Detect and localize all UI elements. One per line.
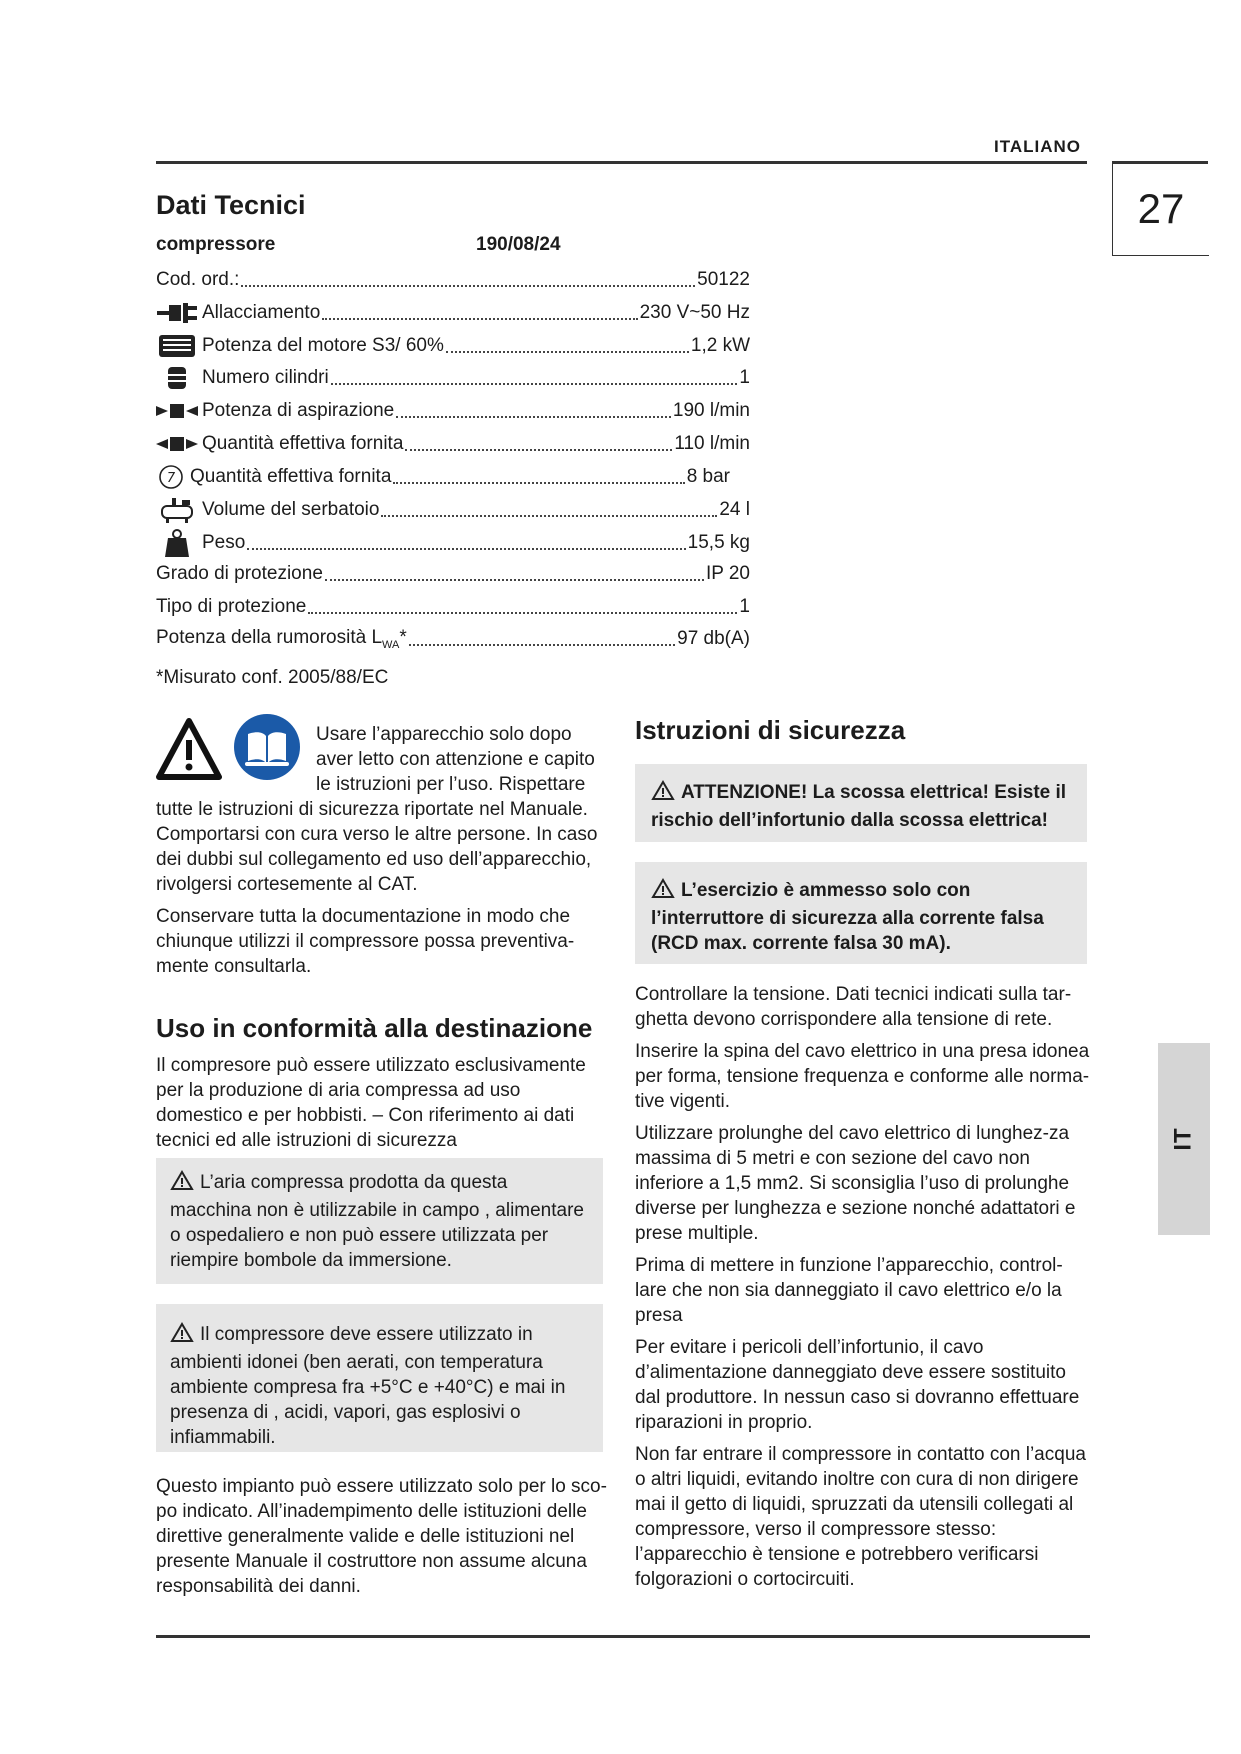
spec-label: Tipo di protezione: [156, 596, 307, 617]
spec-row: [156, 362, 750, 394]
tank-icon: [156, 496, 198, 524]
spec-label: Potenza di aspirazione: [202, 400, 395, 421]
warning-box: ATTENZIONE! La scossa elettrica! Esiste il rischio dell’infortunio dalla scossa elettrica!: [635, 764, 1087, 842]
spec-value: 1: [739, 367, 750, 388]
spec-value: IP 20: [705, 563, 750, 584]
warning-box: Il compressore deve essere utilizzato in ambienti idonei (ben aerati, con temperatura ambiente compresa fra +5°C e +40°C) e mai in presenza di , acidi, vapori, gas esplosivi o infiammabili.: [156, 1304, 603, 1452]
spec-label: Peso: [202, 532, 246, 553]
plug-icon: [156, 299, 198, 327]
spec-row: [156, 558, 750, 590]
spec-row: [156, 527, 750, 559]
warning-triangle-icon: [651, 780, 675, 808]
spec-row: [156, 428, 750, 460]
spec-label: Potenza della rumorosità $L_{WA}*$: [156, 627, 407, 651]
product-name: compressore: [156, 234, 276, 255]
closing-text: Questo impianto può essere utilizzato solo per lo sco-po indicato. All’inadempimento delle istituzioni delle direttive generalmente valide e delle istituzioni nel presente Manuale il costruttore non assume alcuna responsabilità dei danni.: [156, 1476, 607, 1597]
spec-value: 50122: [697, 269, 750, 290]
warning-triangle-icon: [651, 878, 675, 906]
safety-paragraph: Per evitare i pericoli dell’infortunio, il cavo d’alimentazione danneggiato deve essere sostituito dal produttore. In nessun caso si dovranno effettuare riparazioni in proprio.: [635, 1337, 1080, 1433]
spec-value: 15,5 kg: [687, 532, 750, 553]
spec-value: 1,2 kW: [690, 335, 750, 356]
intro-text: Usare l’apparecchio solo dopo aver letto con attenzione e capito le istruzioni per l’uso. Rispettare tutte le istruzioni di sicurezza riportate nel Manuale. Comportarsi con cura verso le altre persone. In caso dei dubbi sul collegamento ed uso dell’apparecchio, rivolgersi cortesemente al CAT. Conservare tutta la documentazione in modo che chiunque utilizzi il compressore possa preventiva-mente consultarla.: [156, 724, 598, 977]
warning-triangle-icon: [170, 1170, 194, 1198]
svg-text:7: 7: [166, 471, 176, 486]
safety-paragraph: Prima di mettere in funzione l’apparecchio, control-lare che non sia danneggiato il cavo elettrico e/o la presa: [635, 1255, 1063, 1326]
spec-label: Quantità effettiva fornita: [202, 433, 404, 454]
section-heading-uso: Uso in conformità alla destinazione: [156, 1013, 593, 1043]
spec-value: 97 db(A): [677, 628, 750, 649]
model-number: 190/08/24: [476, 234, 561, 255]
safety-paragraph: Controllare la tensione. Dati tecnici indicati sulla tar-ghetta devono corrispondere alla tensione di rete.: [635, 984, 1072, 1030]
spec-value: 110 l/min: [674, 433, 750, 454]
warning-box: L’aria compressa prodotta da questa macchina non è utilizzabile in campo , alimentare o ospedaliero e non può essere utilizzata per riempire bombole da immersione.: [156, 1158, 603, 1284]
spec-row: [156, 591, 750, 623]
cylinder-icon: [156, 364, 198, 392]
warning-box: L’esercizio è ammesso solo con l’interruttore di sicurezza alla corrente falsa (RCD max. corrente falsa 30 mA).: [635, 862, 1087, 964]
spec-label: Numero cilindri: [202, 367, 329, 388]
language-label: ITALIANO: [993, 137, 1081, 156]
motor-icon: [156, 332, 198, 360]
footnote: *Misurato conf. 2005/88/EC: [156, 667, 389, 688]
page-number: 27: [1112, 162, 1209, 256]
spec-label: Potenza del motore S3/ 60%: [202, 335, 444, 356]
side-tab-label: IT: [1169, 1127, 1197, 1151]
safety-paragraph: Utilizzare prolunghe del cavo elettrico di lunghez-za massima di 5 metri e con sezione del cavo non inferiore a 1,5 mm2. Si sconsiglia l’uso di prolunghe diverse per lunghezza e sezione nonché adattatori e prese multiple.: [635, 1123, 1076, 1244]
spec-value: 230 V~50 Hz: [639, 302, 750, 323]
spec-value: 24 l: [719, 499, 750, 520]
weight-icon: [156, 529, 198, 557]
spec-label: Cod. ord.:: [156, 269, 240, 290]
spec-value: 190 l/min: [672, 400, 750, 421]
section-heading-sicurezza: Istruzioni di sicurezza: [635, 715, 906, 745]
spec-label: Allacciamento: [202, 302, 321, 323]
spec-value: 8 bar: [686, 466, 730, 487]
spec-row: [156, 395, 750, 427]
safety-paragraph: Non far entrare il compressore in contatto con l’acqua o altri liquidi, evitando inoltre con cura di non dirigere mai il getto di liquidi, spruzzati da utensili collegati al compressore, verso il compressore stesso: l’apparecchio è tensione e potrebbero verificarsi folgorazioni o cortocircuiti.: [635, 1444, 1086, 1590]
spec-row: [156, 494, 750, 526]
intake-icon: [156, 397, 198, 425]
spec-label: Volume del serbatoio: [202, 499, 380, 520]
spec-row: [156, 264, 750, 296]
safety-paragraph: Inserire la spina del cavo elettrico in una presa idonea per forma, tensione frequenza e conforme alle norma-tive vigenti.: [635, 1041, 1090, 1112]
spec-row: [156, 297, 750, 329]
spec-row: [156, 623, 750, 655]
spec-label: Quantità effettiva fornita: [190, 466, 392, 487]
spec-value: 1: [739, 596, 750, 617]
page-title: Dati Tecnici: [156, 190, 306, 220]
output-icon: [156, 430, 198, 458]
spec-row: [156, 330, 750, 362]
bottom-rule: [156, 1635, 1090, 1638]
top-rule: [156, 161, 1087, 164]
safety-text: [635, 982, 1090, 1599]
gauge-icon: [156, 463, 186, 491]
uso-text: Il compresore può essere utilizzato esclusivamente per la produzione di aria compressa ad uso domestico e per hobbisti. – Con riferimento ai dati tecnici ed alle istruzioni di sicurezza: [156, 1055, 586, 1151]
warning-triangle-icon: [170, 1322, 194, 1350]
spec-label: Grado di protezione: [156, 563, 323, 584]
spec-row: [156, 461, 730, 493]
